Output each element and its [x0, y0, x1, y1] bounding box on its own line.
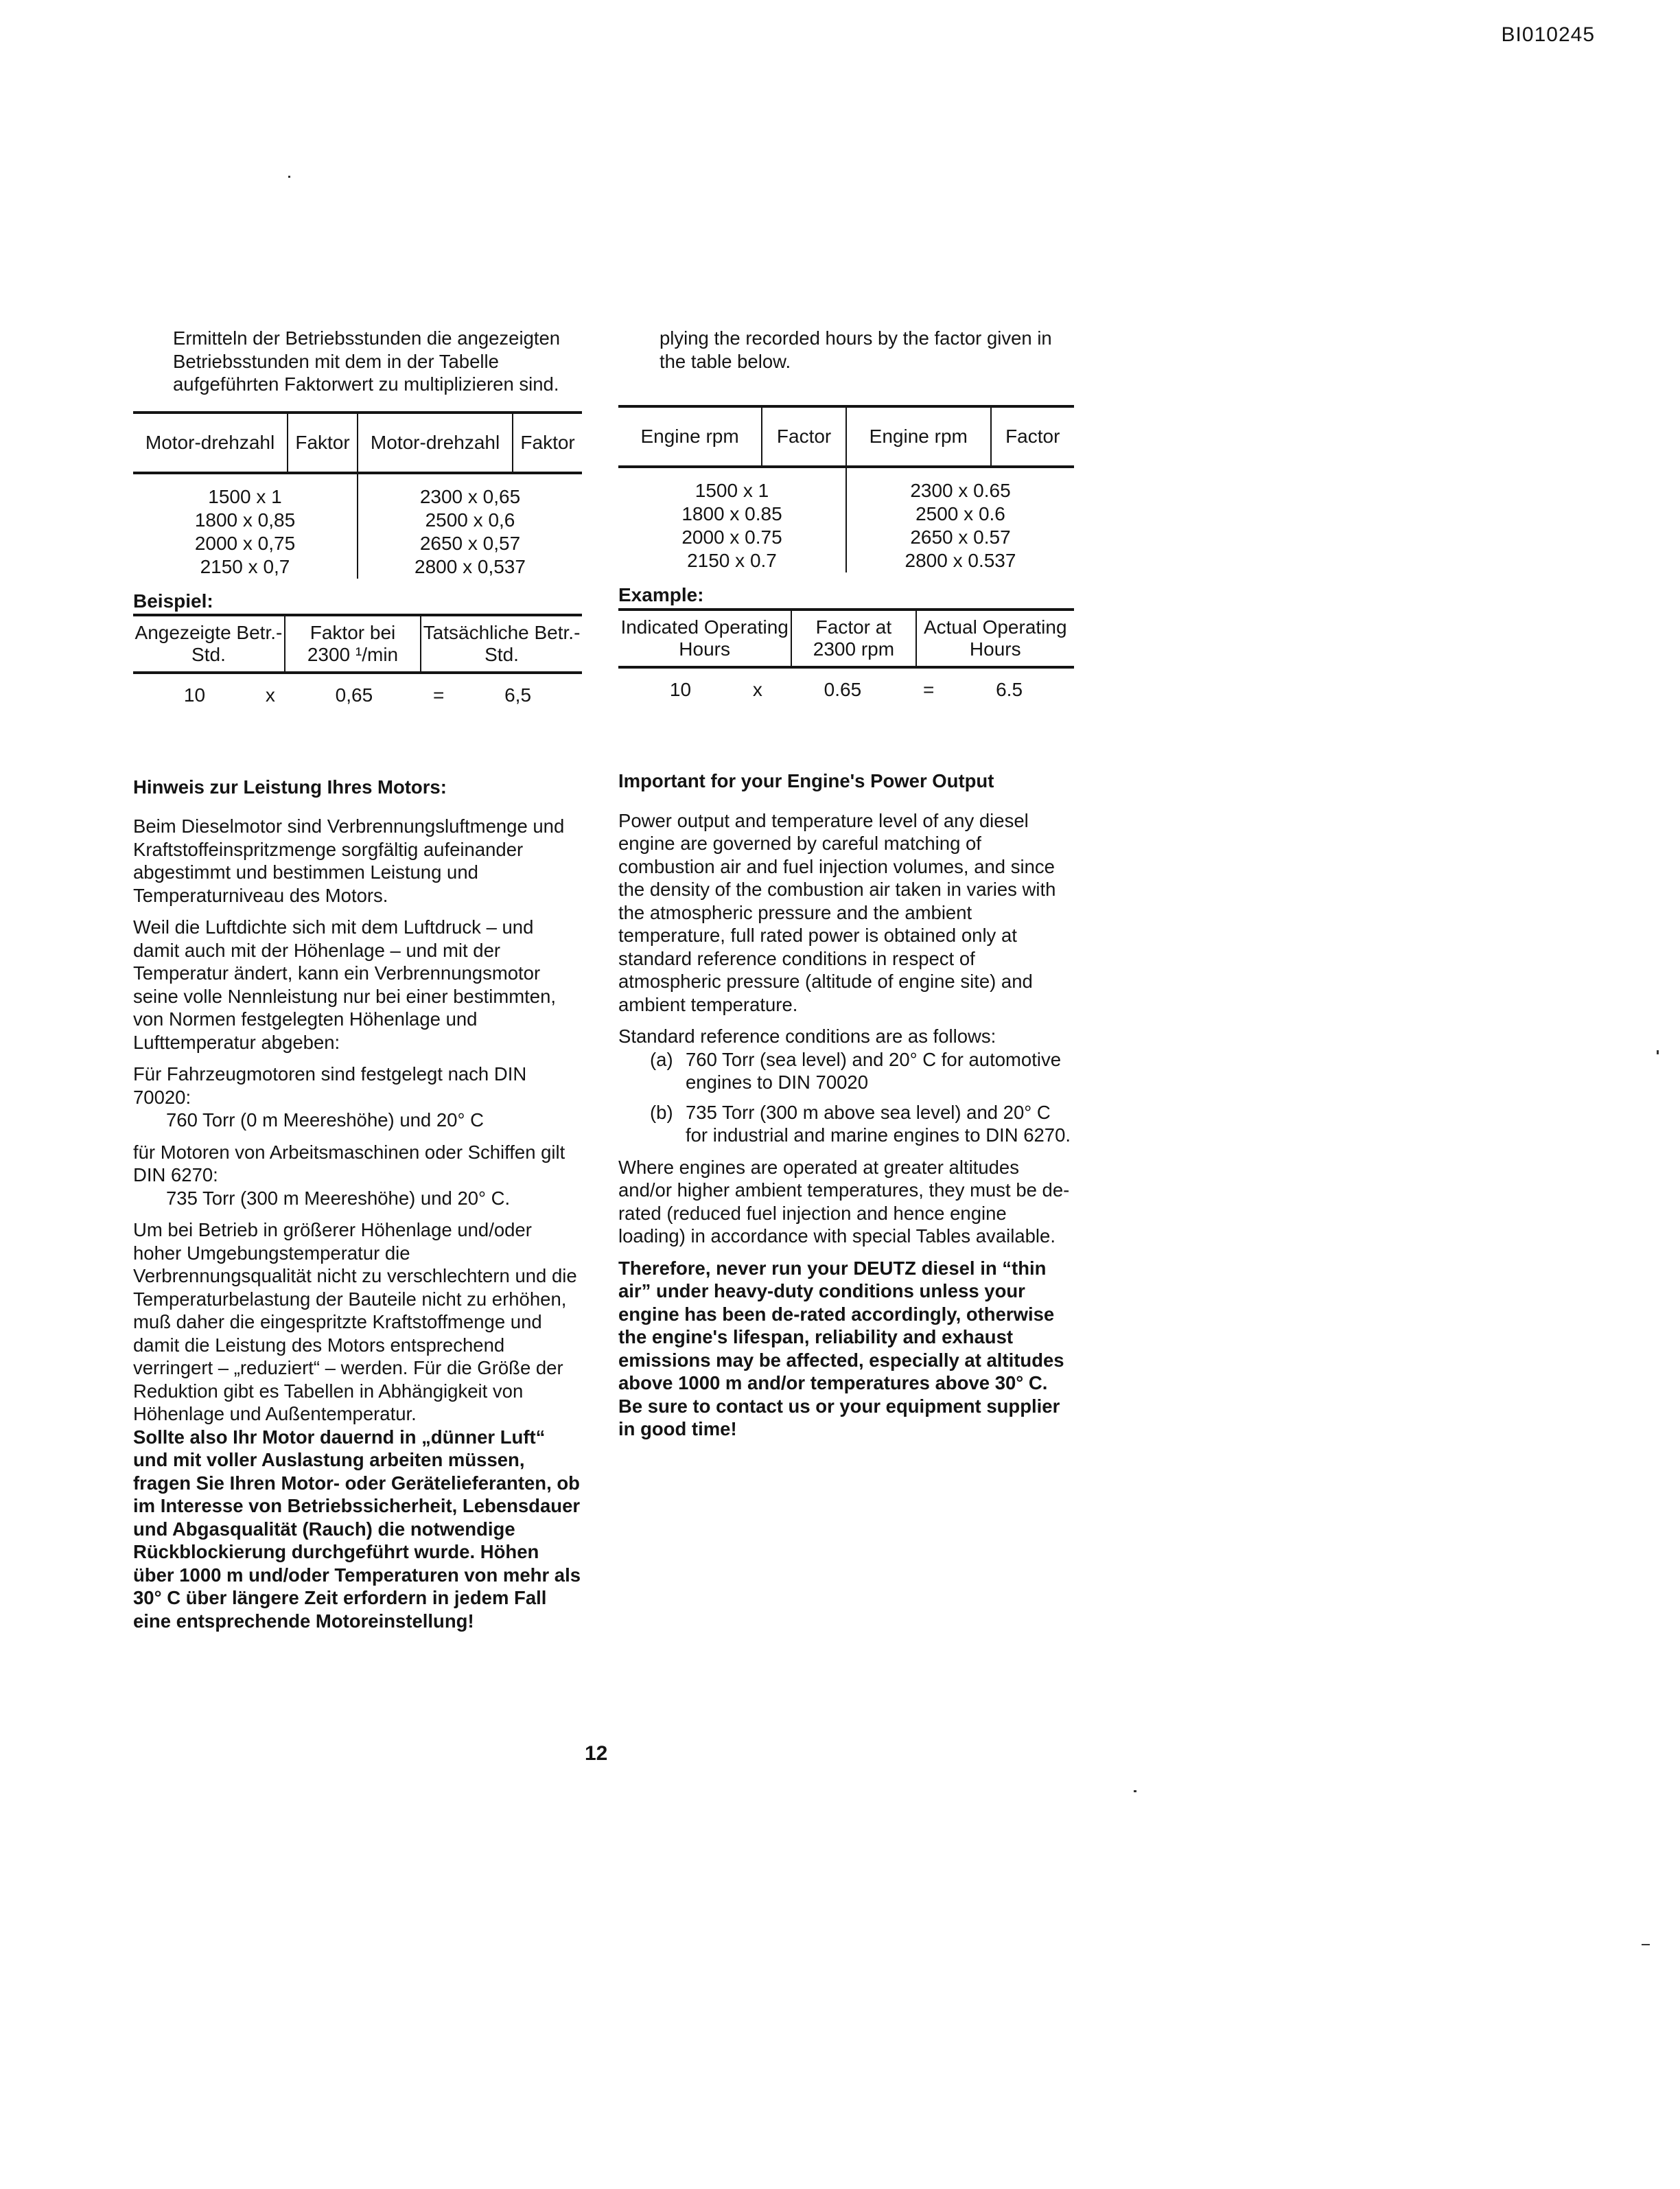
- scan-speck: [1642, 1944, 1650, 1945]
- german-condition: 735 Torr (300 m Meereshöhe) und 20° C.: [166, 1187, 511, 1209]
- german-paragraph: Beim Dieselmotor sind Verbrennungsluftmenge und Kraftstoffeinspritzmenge sorgfältig aufeinander abgestimmt und bestimmen Leistung und Temperaturniveau des Motors.: [133, 815, 565, 906]
- english-warning: Therefore, never run your DEUTZ diesel in “thin air” under heavy-duty conditions unless your engine has been de-rated accordingly, otherwise the engine's lifespan, reliability and exhaust emissions may be affected, especially at altitudes above 1000 m and/or temperatures above 30° C. Be sure to contact us or your equipment supplier in good time!: [618, 1257, 1064, 1439]
- german-paragraph: Für Fahrzeugmotoren sind festgelegt nach DIN 70020:: [133, 1063, 527, 1108]
- calc-operator: =: [432, 684, 445, 706]
- table-cell: 2800 x 0,537: [358, 555, 582, 579]
- german-example-label: Beispiel:: [133, 590, 213, 612]
- calc-value: 0.65: [824, 678, 862, 700]
- table-header: Actual Operating Hours: [916, 610, 1074, 667]
- table-header: Angezeigte Betr.-Std.: [133, 615, 285, 673]
- condition-key: (b): [650, 1101, 673, 1123]
- table-header: Motor-drehzahl: [133, 413, 288, 473]
- german-paragraph: Um bei Betrieb in größerer Höhenlage und/oder hoher Umgebungstemperatur die Verbrennungsqualität nicht zu verschlechtern und die Temperaturbelastung der Bauteile nicht zu erhöhen, muß daher die eingespritzte Kraftstoffmenge und damit die Leistung des Motors entsprechend verringert – „reduziert“ – werden. Für die Größe der Reduktion gibt es Tabellen in Abhängigkeit von Höhenlage und Außentemperatur.: [133, 1219, 577, 1424]
- english-factor-table: [618, 405, 1074, 572]
- table-header: Tatsächliche Betr.-Std.: [421, 615, 582, 673]
- table-cell: 1800 x 0,85: [194, 509, 296, 531]
- german-intro: Ermitteln der Betriebsstunden die angezeigten Betriebsstunden mit dem in der Tabelle aufgeführten Faktorwert zu multiplizieren sind.: [173, 327, 561, 395]
- english-example-table: [618, 608, 1074, 669]
- scan-speck: [288, 176, 290, 178]
- table-cell: 1500 x 1: [695, 480, 769, 501]
- table-cell: 2300 x 0.65: [846, 467, 1074, 502]
- table-header: Faktor: [288, 413, 358, 473]
- english-paragraph: Standard reference conditions are as follows:: [618, 1026, 996, 1047]
- table-cell: 2650 x 0,57: [358, 532, 582, 555]
- english-example-label: Example:: [618, 584, 704, 605]
- calc-operator: x: [265, 684, 275, 706]
- table-cell: 2300 x 0,65: [358, 473, 582, 509]
- table-header: Factor: [762, 406, 846, 467]
- table-header: Motor-drehzahl: [358, 413, 513, 473]
- german-warning: Sollte also Ihr Motor dauernd in „dünner Luft“ und mit voller Auslastung arbeiten müssen, fragen Sie Ihren Motor- oder Gerätelieferanten, ob im Interesse von Betriebssicherheit, Lebensdauer und Abgasqualität (Rauch) die notwendige Rückblockierung durchgeführt wurde. Höhen über 1000 m und/oder Temperaturen von mehr als 30° C über längere Zeit erfordern in jedem Fall eine entsprechende Motoreinstellung!: [133, 1426, 581, 1632]
- table-cell: 1500 x 1: [208, 485, 282, 507]
- table-header: Faktor bei 2300 ¹/min: [285, 615, 421, 673]
- calc-operator: =: [922, 678, 935, 700]
- condition-key: (a): [650, 1048, 673, 1070]
- table-cell: 2650 x 0.57: [846, 526, 1074, 549]
- german-example-calculation: [133, 684, 582, 707]
- calc-value: 10: [183, 684, 206, 706]
- table-cell: 2000 x 0,75: [194, 532, 296, 554]
- calc-operator: x: [752, 678, 762, 700]
- german-paragraph: für Motoren von Arbeitsmaschinen oder Schiffen gilt DIN 6270:: [133, 1141, 565, 1185]
- english-condition-a: [618, 1048, 1074, 1094]
- document-id: BI010245: [1501, 23, 1595, 46]
- table-header: Factor at 2300 rpm: [791, 610, 915, 667]
- english-example-calculation: [618, 678, 1074, 702]
- page-number: 12: [585, 1742, 608, 1765]
- table-header: Faktor: [513, 413, 582, 473]
- english-condition-b: [618, 1101, 1074, 1147]
- calc-result: 6.5: [996, 678, 1023, 700]
- table-header: Factor: [991, 406, 1074, 467]
- table-cell: 1800 x 0.85: [681, 503, 782, 524]
- table-cell: 2500 x 0,6: [358, 509, 582, 532]
- table-cell: 2000 x 0.75: [681, 526, 782, 548]
- table-header: Indicated Operating Hours: [618, 610, 791, 667]
- scan-speck: [1134, 1790, 1136, 1792]
- table-header: Engine rpm: [846, 406, 991, 467]
- table-cell: 2800 x 0.537: [846, 549, 1074, 572]
- scan-speck: [1657, 1050, 1659, 1054]
- table-cell: 2150 x 0.7: [687, 550, 777, 571]
- calc-value: 10: [669, 678, 692, 700]
- condition-text: 735 Torr (300 m above sea level) and 20° C for industrial and marine engines to DIN 6270.: [686, 1101, 1071, 1146]
- english-paragraph: Power output and temperature level of any diesel engine are governed by careful matching of combustion air and fuel injection volumes, and since the density of the combustion air taken in varies with the atmospheric pressure and the ambient temperature, full rated power is obtained only at standard reference conditions in respect of atmospheric pressure (altitude of engine site) and ambient temperature.: [618, 809, 1056, 1015]
- condition-text: 760 Torr (sea level) and 20° C for automotive engines to DIN 70020: [686, 1048, 1062, 1093]
- calc-result: 6,5: [504, 684, 532, 706]
- german-section-title: Hinweis zur Leistung Ihres Motors:: [133, 776, 447, 798]
- table-cell: 2500 x 0.6: [846, 502, 1074, 526]
- english-section-title: Important for your Engine's Power Output: [618, 770, 994, 791]
- german-column: [133, 327, 582, 1641]
- english-paragraph: Where engines are operated at greater altitudes and/or higher ambient temperatures, they must be de-rated (reduced fuel injection and hence engine loading) in accordance with special Tables available.: [618, 1156, 1070, 1247]
- german-factor-table: [133, 411, 582, 579]
- table-header: Engine rpm: [618, 406, 762, 467]
- calc-value: 0,65: [335, 684, 373, 706]
- english-intro: plying the recorded hours by the factor given in the table below.: [660, 327, 1052, 372]
- german-paragraph: Weil die Luftdichte sich mit dem Luftdruck – und damit auch mit der Höhenlage – und mit der Temperatur ändert, kann ein Verbrennungsmotor seine volle Nennleistung nur bei einer bestimmten, von Normen festgelegten Höhenlage und Lufttemperatur abgeben:: [133, 916, 557, 1053]
- german-condition: 760 Torr (0 m Meereshöhe) und 20° C: [166, 1109, 484, 1131]
- german-example-table: [133, 614, 582, 674]
- table-cell: 2150 x 0,7: [200, 555, 290, 577]
- english-column: [618, 327, 1074, 1450]
